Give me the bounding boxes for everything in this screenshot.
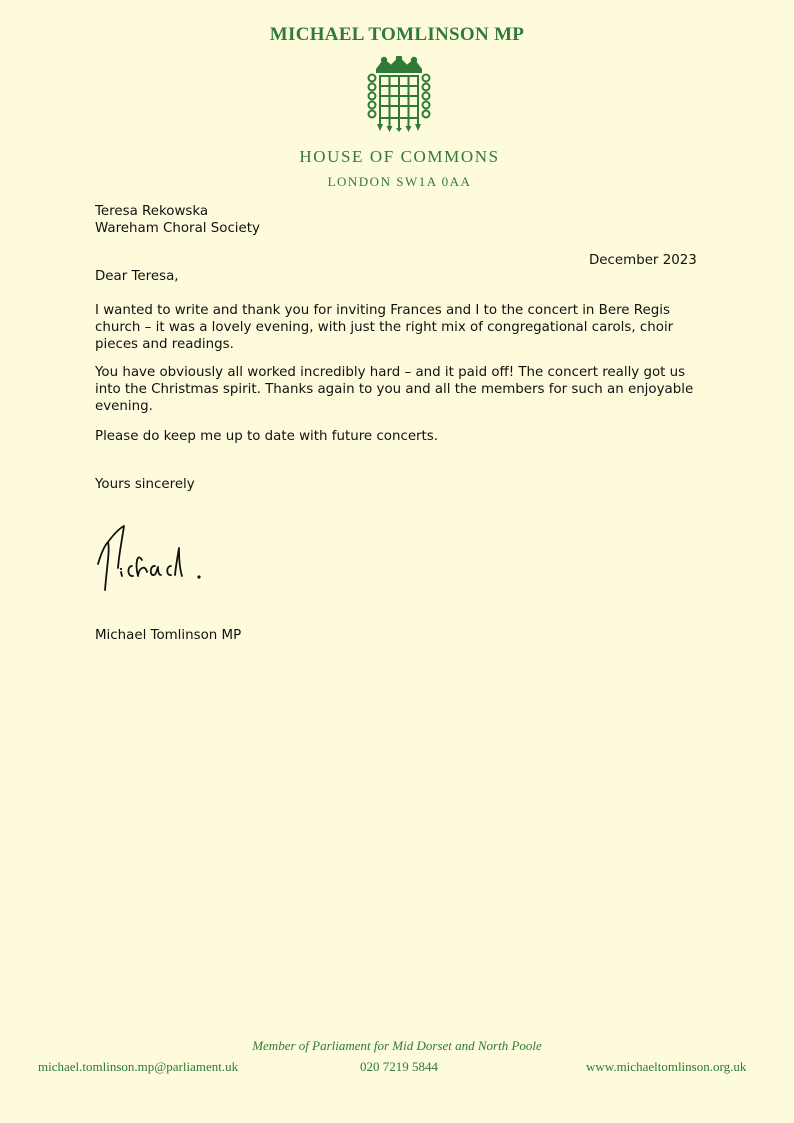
signature-image xyxy=(92,520,217,595)
recipient-organisation: Wareham Choral Society xyxy=(95,221,260,236)
letterhead-name: MICHAEL TOMLINSON MP xyxy=(269,24,525,45)
house-name: HOUSE OF COMMONS xyxy=(299,147,500,166)
paragraph-2: You have obviously all worked incredibly hard – and it paid off! The concert really got us into the Christmas spirit. Thanks again to you and all the members for such an enjoyable evening. xyxy=(95,365,694,414)
signatory-name: Michael Tomlinson MP xyxy=(95,628,242,643)
house-address: LONDON SW1A 0AA xyxy=(327,174,472,189)
paragraph-1: I wanted to write and thank you for inviting Frances and I to the concert in Bere Regis church – it was a lovely evening, with just the right mix of congregational carols, choir pieces and readings. xyxy=(95,303,674,352)
letter-date: December 2023 xyxy=(589,253,697,268)
paragraph-3: Please do keep me up to date with future concerts. xyxy=(95,429,439,444)
recipient-name: Teresa Rekowska xyxy=(95,204,209,219)
recipient-address xyxy=(95,203,260,237)
salutation: Dear Teresa, xyxy=(95,269,179,284)
portcullis-icon xyxy=(366,56,432,132)
footer-email[interactable]: michael.tomlinson.mp@parliament.uk xyxy=(38,1059,239,1074)
footer-phone: 020 7219 5844 xyxy=(360,1059,438,1074)
footer-role: Member of Parliament for Mid Dorset and North Poole xyxy=(252,1038,542,1053)
closing: Yours sincerely xyxy=(95,477,195,492)
footer-website[interactable]: www.michaeltomlinson.org.uk xyxy=(586,1059,747,1074)
